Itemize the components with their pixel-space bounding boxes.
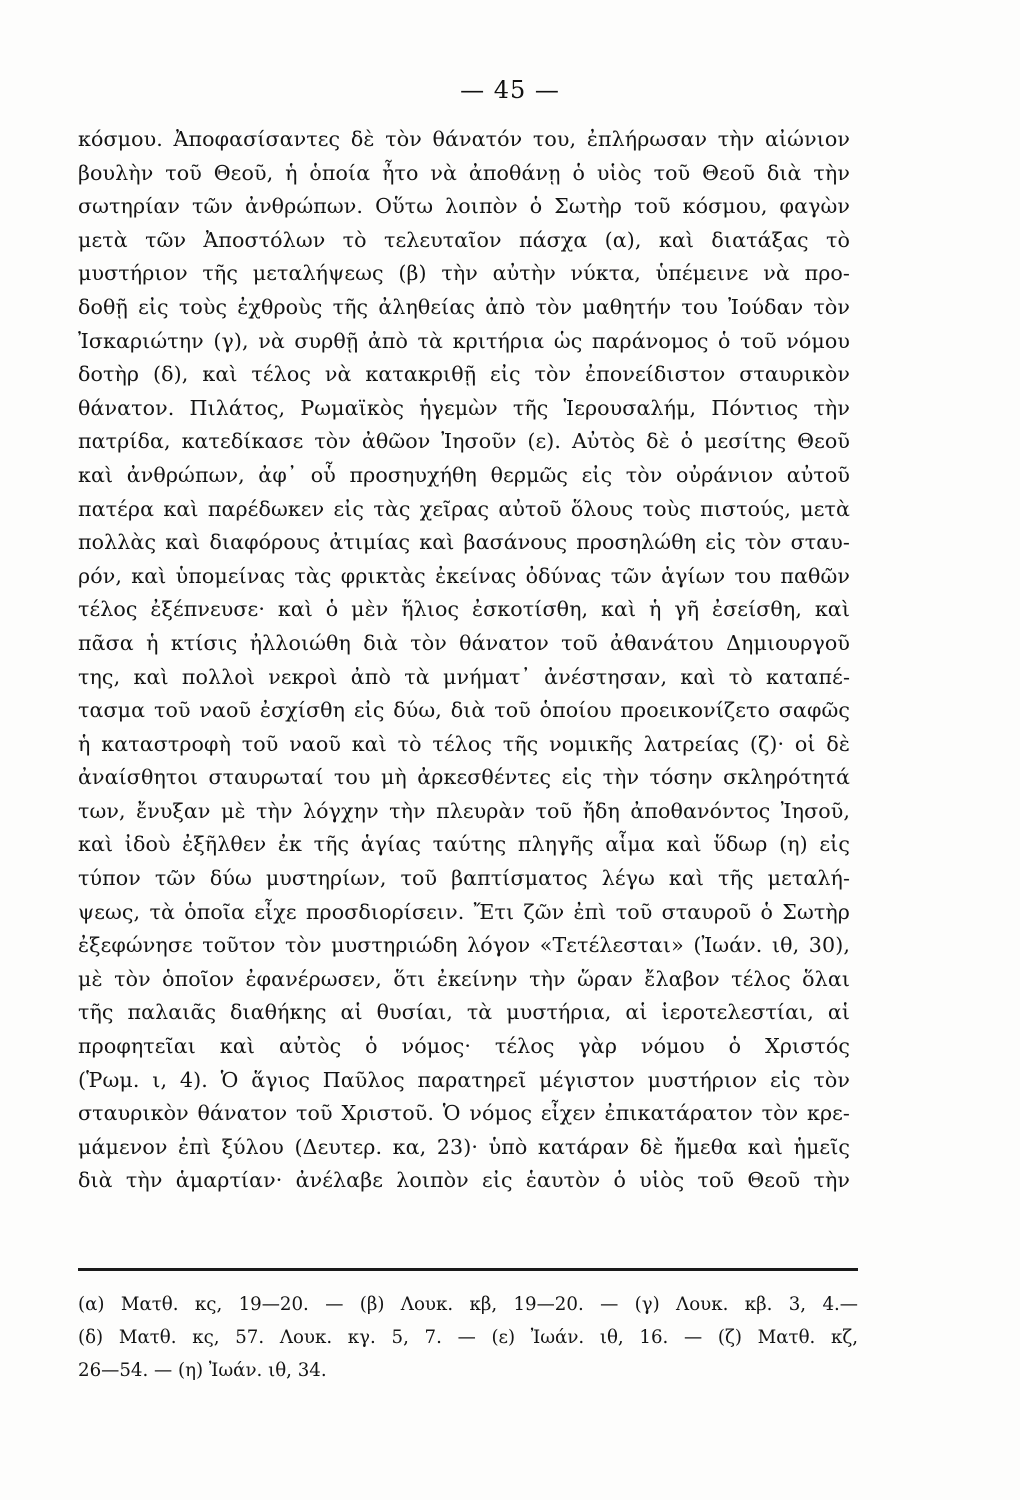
- text-line: καὶ ἰδοὺ ἐξῆλθεν ἐκ τῆς ἁγίας ταύτης πληγῆς αἷμα καὶ ὕδωρ (η) εἰς: [78, 832, 850, 857]
- page-number: — 45 —: [460, 76, 560, 104]
- text-line: ἡ καταστροφὴ τοῦ ναοῦ καὶ τὸ τέλος τῆς νομικῆς λατρείας (ζ)· οἱ δὲ: [78, 731, 850, 756]
- text-line: πᾶσα ἡ κτίσις ἠλλοιώθη διὰ τὸν θάνατον τοῦ ἀθανάτου Δημιουργοῦ: [78, 630, 850, 655]
- text-line: μὲ τὸν ὁποῖον ἐφανέρωσεν, ὅτι ἐκείνην τὴν ὥραν ἔλαβον τέλος ὅλαι: [78, 966, 850, 991]
- text-line: μάμενον ἐπὶ ξύλου (Δευτερ. κα, 23)· ὑπὸ κατάραν δὲ ἤμεθα καὶ ἡμεῖς: [78, 1134, 850, 1159]
- text-line: πατρίδα, κατεδίκασε τὸν ἀθῶον Ἰησοῦν (ε). Αὐτὸς δὲ ὁ μεσίτης Θεοῦ: [78, 429, 850, 454]
- text-line: των, ἔνυξαν μὲ τὴν λόγχην τὴν πλευρὰν τοῦ ἤδη ἀποθανόντος Ἰησοῦ,: [78, 798, 850, 823]
- text-line: (Ῥωμ. ι, 4). Ὁ ἅγιος Παῦλος παρατηρεῖ μέγιστον μυστήριον εἰς τὸν: [78, 1067, 850, 1092]
- text-line: πατέρα καὶ παρέδωκεν εἰς τὰς χεῖρας αὐτοῦ ὅλους τοὺς πιστούς, μετὰ: [78, 496, 850, 521]
- text-line: πολλὰς καὶ διαφόρους ἀτιμίας καὶ βασάνους προσηλώθη εἰς τὸν σταυ-: [78, 530, 850, 555]
- text-line: δοθῇ εἰς τοὺς ἐχθροὺς τῆς ἀληθείας ἀπὸ τὸν μαθητήν του Ἰούδαν τὸν: [78, 294, 850, 319]
- text-line: σταυρικὸν θάνατον τοῦ Χριστοῦ. Ὁ νόμος εἶχεν ἐπικατάρατον τὸν κρε-: [78, 1101, 850, 1126]
- footnote-line: (δ) Ματθ. κς, 57. Λουκ. κγ. 5, 7. — (ε) Ἰωάν. ιθ, 16. — (ζ) Ματθ. κζ,: [78, 1327, 858, 1348]
- body-text: [78, 123, 850, 1198]
- text-line: Ἰσκαριώτην (γ), νὰ συρθῇ ἀπὸ τὰ κριτήρια ὡς παράνομος ὁ τοῦ νόμου: [78, 328, 850, 353]
- text-line: τασμα τοῦ ναοῦ ἐσχίσθη εἰς δύω, διὰ τοῦ ὁποίου προεικονίζετο σαφῶς: [78, 698, 850, 723]
- text-line: καὶ ἀνθρώπων, ἀφ᾽ οὗ προσηυχήθη θερμῶς εἰς τὸν οὐράνιον αὐτοῦ: [78, 462, 850, 487]
- text-line: προφητεῖαι καὶ αὐτὸς ὁ νόμος· τέλος γὰρ νόμου ὁ Χριστός: [78, 1034, 850, 1059]
- text-line: τέλος ἐξέπνευσε· καὶ ὁ μὲν ἥλιος ἐσκοτίσθη, καὶ ἡ γῆ ἐσείσθη, καὶ: [78, 597, 850, 622]
- text-line: θάνατον. Πιλάτος, Ρωμαϊκὸς ἡγεμὼν τῆς Ἱερουσαλήμ, Πόντιος τὴν: [78, 395, 850, 420]
- text-line: τύπον τῶν δύω μυστηρίων, τοῦ βαπτίσματος λέγω καὶ τῆς μεταλή-: [78, 866, 850, 891]
- text-line: μυστήριον τῆς μεταλήψεως (β) τὴν αὐτὴν νύκτα, ὑπέμεινε νὰ προ-: [78, 261, 850, 286]
- text-line: ρόν, καὶ ὑπομείνας τὰς φρικτὰς ἐκείνας ὀδύνας τῶν ἁγίων του παθῶν: [78, 563, 850, 588]
- text-line: της, καὶ πολλοὶ νεκροὶ ἀπὸ τὰ μνήματ᾽ ἀνέστησαν, καὶ τὸ καταπέ-: [78, 664, 850, 689]
- text-line: ἀναίσθητοι σταυρωταί του μὴ ἀρκεσθέντες εἰς τὴν τόσην σκληρότητά: [78, 765, 850, 790]
- footnotes: [78, 1288, 858, 1387]
- footnote-line: (α) Ματθ. κς, 19—20. — (β) Λουκ. κβ, 19—20. — (γ) Λουκ. κβ. 3, 4.—: [78, 1294, 858, 1315]
- text-line: δοτὴρ (δ), καὶ τέλος νὰ κατακριθῇ εἰς τὸν ἐπονείδιστον σταυρικὸν: [78, 362, 850, 387]
- text-line: βουλὴν τοῦ Θεοῦ, ἡ ὁποία ἦτο νὰ ἀποθάνῃ ὁ υἱὸς τοῦ Θεοῦ διὰ τὴν: [78, 160, 850, 185]
- text-line: μετὰ τῶν Ἀποστόλων τὸ τελευταῖον πάσχα (α), καὶ διατάξας τὸ: [78, 227, 850, 252]
- text-line: διὰ τὴν ἁμαρτίαν· ἀνέλαβε λοιπὸν εἰς ἑαυτὸν ὁ υἱὸς τοῦ Θεοῦ τὴν: [78, 1168, 850, 1193]
- footnote-divider: [78, 1268, 858, 1271]
- footnote-line: 26—54. — (η) Ἰωάν. ιθ, 34.: [78, 1360, 327, 1381]
- text-line: σωτηρίαν τῶν ἀνθρώπων. Οὕτω λοιπὸν ὁ Σωτὴρ τοῦ κόσμου, φαγὼν: [78, 194, 850, 219]
- text-line: κόσμου. Ἀποφασίσαντες δὲ τὸν θάνατόν του, ἐπλήρωσαν τὴν αἰώνιον: [78, 127, 850, 151]
- text-line: ἐξεφώνησε τοῦτον τὸν μυστηριώδη λόγον «Τετέλεσται» (Ἰωάν. ιθ, 30),: [78, 933, 850, 958]
- text-line: τῆς παλαιᾶς διαθήκης αἱ θυσίαι, τὰ μυστήρια, αἱ ἱεροτελεστίαι, αἱ: [78, 1000, 850, 1025]
- text-line: ψεως, τὰ ὁποῖα εἶχε προσδιορίσειν. Ἔτι ζῶν ἐπὶ τοῦ σταυροῦ ὁ Σωτὴρ: [78, 899, 850, 924]
